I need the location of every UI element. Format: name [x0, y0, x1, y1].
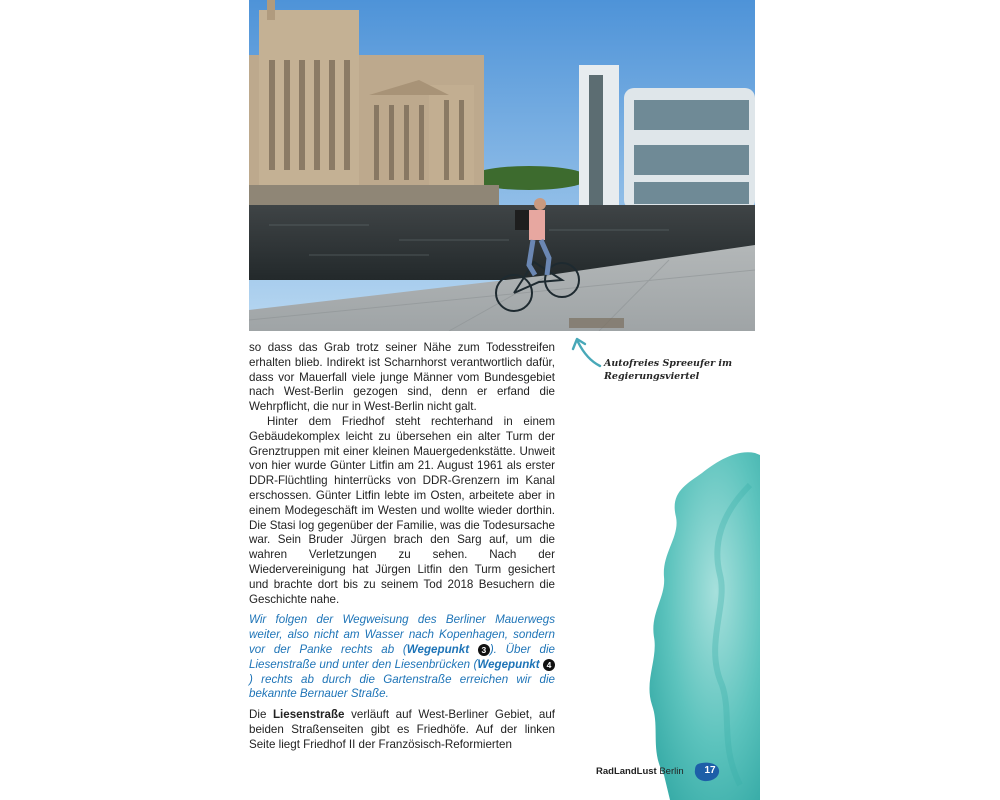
photo-caption: [604, 357, 754, 383]
paragraph-3-bold: Liesenstraße: [272, 708, 345, 722]
brand-city: Berlin: [656, 766, 684, 777]
brand-name: RadLandLust: [596, 766, 657, 777]
berlin-river-photo: [249, 0, 755, 331]
waypoint-badge-4: 4: [543, 659, 555, 671]
arrow-icon: [570, 334, 606, 374]
caption-line-2: Regierungsviertel: [604, 371, 700, 382]
paragraph-2: Hinter dem Friedhof steht rechterhand in einem Gebäudekomplex leicht zu übersehen ein alter Turm der Grenztruppen mit einer kleinen Mauergedenkstätte. Unweit von hier wurde Günter Litfin am 21. August 1961 als erster DDR-Flüchtling hinterrücks von DDR-Grenzern im Kanal erschossen. Günter Litfin lebte im Osten, arbeitete aber in einem Modegeschäft im Westen und wollte wieder dorthin. Die Stasi log gegenüber der Familie, was die Todesursache war. Sein Bruder Jürgen brach den Sarg auf, um die wahren Verletzungen zu sehen. Nach der Wiedervereinigung hat Jürgen Litfin den Turm gesichert und brachte dort bis zu seinem Tod 2018 Besuchern die Geschichte nahe.: [249, 414, 555, 606]
route-part-b: ). Über die Liesenstraße und unter den Liesenbrücken (: [249, 642, 555, 671]
route-part-a: Wir folgen der Wegweisung des Berliner Mauerwegs weiter, also nicht am Wasser nach Kopenhagen, sondern vor der Panke rechts ab (: [249, 613, 555, 656]
article-body: [249, 341, 555, 753]
waypoint-label-4: Wegepunkt: [477, 657, 540, 671]
paragraph-3-pre: Die: [249, 708, 273, 722]
route-instruction: [249, 613, 555, 702]
waypoint-badge-3: 3: [478, 644, 490, 656]
footer-brand: [596, 766, 684, 777]
route-part-c: ) rechts ab durch die Gartenstraße erreichen wir die bekannte Bernauer Straße.: [249, 672, 555, 701]
paragraph-3-rest: verläuft auf West-Berliner Gebiet, auf beiden Straßenseiten gibt es Friedhöfe. Auf der linken Seite liegt Friedhof II der Französisch-Reformierten: [249, 708, 555, 751]
paragraph-3: [249, 708, 555, 752]
paragraph-1: so dass das Grab trotz seiner Nähe zum Todesstreifen erhalten blieb. Indirekt ist Scharnhorst verantwortlich dafür, dass vor Mauerfall viele junge Männer vom Bundesgebiet nach West-Berlin gezogen sind, denn er erfand die Wehrpflicht, die nur in West-Berlin nicht galt.: [249, 341, 555, 414]
waypoint-label-3: Wegepunkt: [406, 642, 470, 656]
caption-line-1: Autofreies Spreeufer im: [604, 358, 733, 369]
page-number: 17: [704, 765, 716, 776]
watercolor-decoration: [640, 445, 760, 800]
